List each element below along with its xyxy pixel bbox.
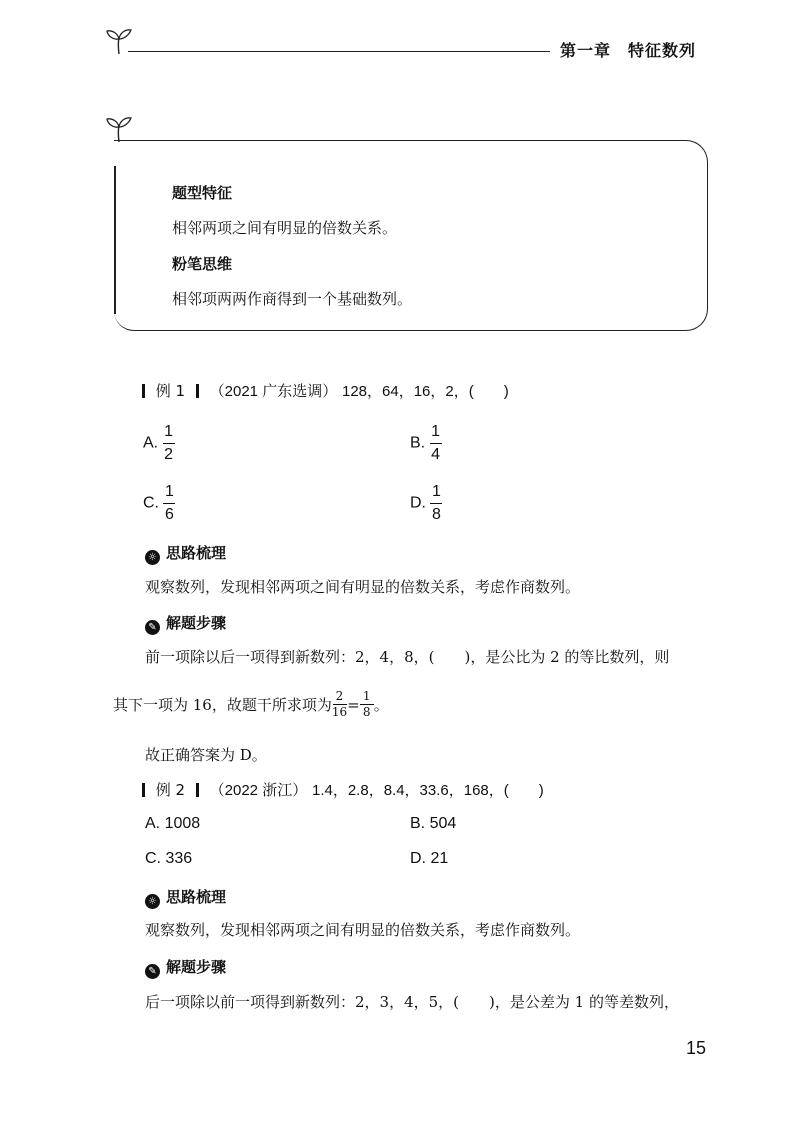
feature-heading: 题型特征: [172, 184, 233, 202]
tag-bar: [142, 783, 145, 797]
chapter-title: 第一章 特征数列: [560, 41, 697, 60]
fraction: 1 8: [360, 690, 374, 719]
option-d: D. 21: [410, 850, 449, 867]
option-c: C. 336: [145, 850, 193, 867]
thinking-text: 相邻项两两作商得到一个基础数列。: [172, 290, 413, 308]
option-b: B. 504: [410, 815, 457, 832]
steps-line-2: 其下一项为 16，故题干所求项为 2 16 = 1 8 。: [113, 689, 389, 719]
reasoning-text: 观察数列，发现相邻两项之间有明显的倍数关系，考虑作商数列。: [145, 921, 581, 939]
section-reasoning: ☼ 思路梳理: [145, 542, 226, 565]
feature-text: 相邻两项之间有明显的倍数关系。: [172, 219, 398, 237]
feature-box-left-edge: [114, 166, 116, 314]
option-c: C. $\frac{1}{6}$: [143, 483, 174, 523]
option-d: D. $\frac{1}{8}$: [410, 483, 441, 523]
reasoning-text: 观察数列，发现相邻两项之间有明显的倍数关系，考虑作商数列。: [145, 578, 581, 596]
example-tag: 例 1: [155, 382, 186, 400]
tag-bar: [142, 384, 145, 398]
bulb-icon: ☼: [145, 894, 160, 909]
steps-line-1: 后一项除以前一项得到新数列：2，3，4，5，( )，是公差为 1 的等差数列，: [145, 993, 679, 1011]
example-question: 1.4，2.8，8.4，33.6，168，( ): [311, 782, 544, 799]
option-a: A. $\frac{1}{2}$: [143, 423, 174, 463]
page-number: 15: [686, 1038, 707, 1058]
tag-bar: [196, 384, 199, 398]
steps-line-1: 前一项除以后一项得到新数列：2，4，8，( )，是公比为 2 的等比数列，则: [145, 648, 670, 666]
answer-text: 故正确答案为 D。: [145, 746, 267, 764]
option-a: A. 1008: [145, 815, 201, 832]
section-steps: ✎ 解题步骤: [145, 612, 226, 635]
tool-icon: ✎: [145, 964, 160, 979]
fraction: 2 16: [331, 689, 348, 719]
section-reasoning: ☼ 思路梳理: [145, 886, 226, 909]
example-source: （2021 广东选调）: [209, 383, 338, 400]
tool-icon: ✎: [145, 620, 160, 635]
example-1-header: [142, 380, 509, 401]
example-question: 128，64，16，2，( ): [341, 383, 509, 400]
example-2-header: [142, 779, 544, 800]
tag-bar: [196, 783, 199, 797]
header-rule: [128, 51, 550, 52]
example-source: （2022 浙江）: [209, 782, 308, 799]
section-steps: ✎ 解题步骤: [145, 956, 226, 979]
bulb-icon: ☼: [145, 550, 160, 565]
example-tag: 例 2: [155, 781, 186, 799]
thinking-heading: 粉笔思维: [172, 255, 233, 273]
option-b: B. $\frac{1}{4}$: [410, 423, 441, 463]
